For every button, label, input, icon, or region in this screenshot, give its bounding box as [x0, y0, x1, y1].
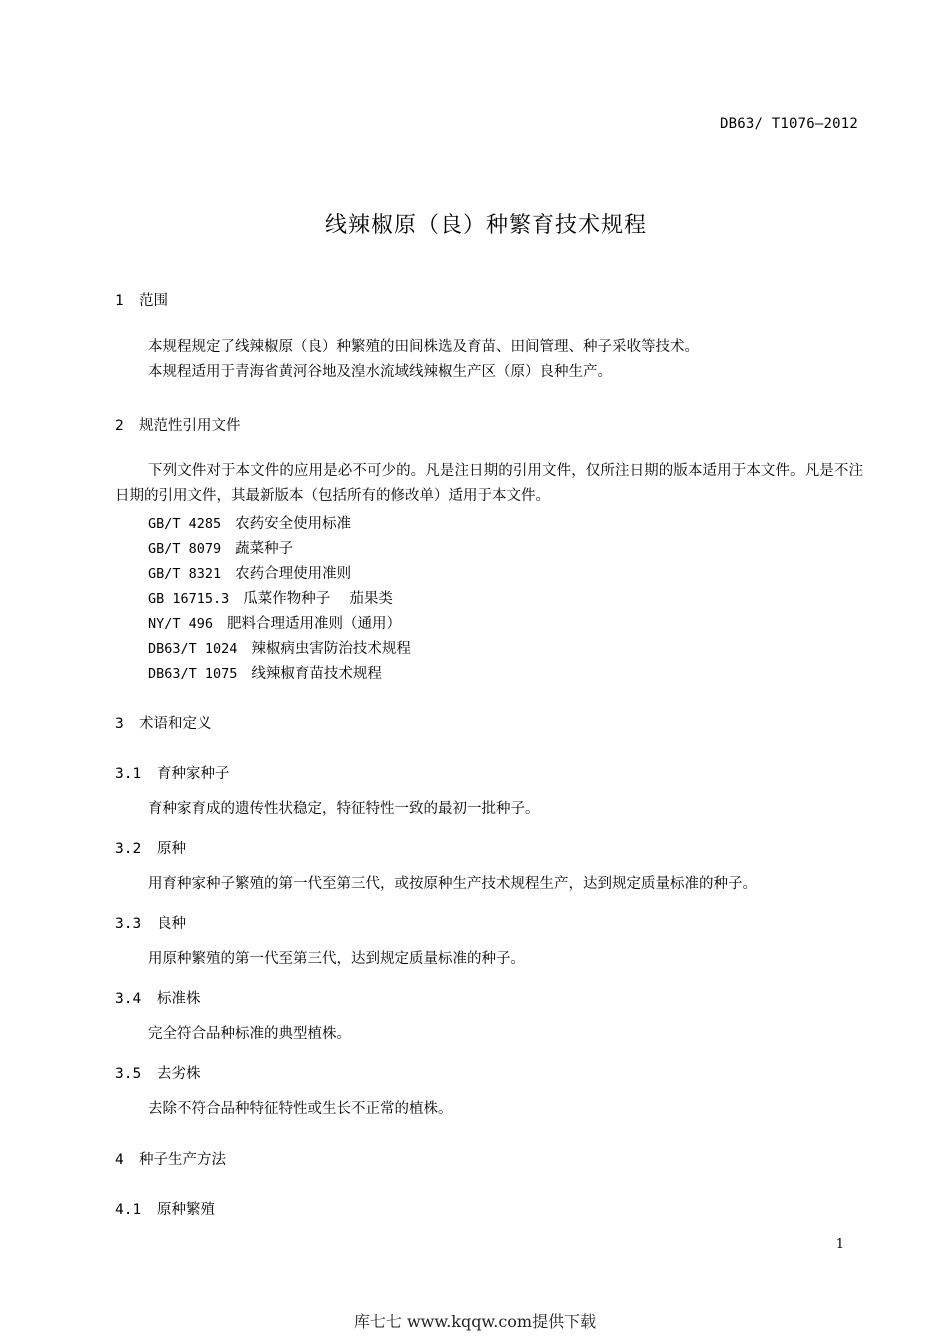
scope-paragraph-2: 本规程适用于青海省黄河谷地及湟水流域线辣椒生产区（原）良种生产。 [148, 364, 612, 380]
term-heading [115, 1062, 201, 1083]
reference-title: 线辣椒育苗技术规程 [251, 666, 382, 682]
section-2-heading [115, 414, 241, 435]
term-definition: 去除不符合品种特征特性或生长不正常的植株。 [148, 1101, 453, 1117]
term-definition: 用原种繁殖的第一代至第三代，达到规定质量标准的种子。 [148, 951, 525, 967]
scope-paragraph-1: 本规程规定了线辣椒原（良）种繁殖的田间株选及育苗、田间管理、种子采收等技术。 [148, 339, 699, 355]
reference-item [148, 537, 293, 558]
subsection-title: 原种繁殖 [157, 1202, 215, 1218]
reference-code: DB63/T 1075 [148, 666, 238, 682]
reference-item [148, 562, 351, 583]
term-heading [115, 762, 230, 783]
references-intro: 下列文件对于本文件的应用是必不可少的。凡是注日期的引用文件，仅所注日期的版本适用于本文件。凡是不注日期的引用文件，其最新版本（包括所有的修改单）适用于本文件。 [115, 463, 863, 504]
section-number: 3 [115, 716, 124, 732]
term-title: 良种 [157, 916, 186, 932]
subsection-number: 4.1 [115, 1202, 142, 1218]
reference-code: NY/T 496 [148, 616, 214, 632]
reference-title: 农药安全使用标准 [235, 516, 352, 532]
section-title: 术语和定义 [139, 716, 212, 732]
term-title: 育种家种子 [157, 766, 230, 782]
reference-item [148, 637, 411, 658]
reference-code: GB/T 8321 [148, 566, 222, 582]
reference-title: 辣椒病虫害防治技术规程 [251, 641, 411, 657]
term-number: 3.1 [115, 766, 142, 782]
section-number: 2 [115, 418, 124, 434]
reference-title: 蔬菜种子 [235, 541, 294, 557]
term-number: 3.4 [115, 991, 142, 1007]
term-heading [115, 912, 186, 933]
reference-title: 农药合理使用准则 [235, 566, 352, 582]
reference-title: 肥料合理适用准则（通用） [227, 616, 402, 632]
reference-item [148, 612, 401, 633]
section-title: 范围 [139, 293, 168, 309]
reference-code: GB 16715.3 [148, 591, 230, 607]
term-heading [115, 987, 201, 1008]
section-title: 规范性引用文件 [139, 418, 241, 434]
section-number: 1 [115, 293, 124, 309]
standard-code: DB63/ T1076—2012 [719, 116, 858, 132]
download-source-footer: 库七七 www.kqqw.com提供下载 [353, 1312, 597, 1331]
section-1-heading [115, 289, 168, 310]
page-number: 1 [835, 1237, 844, 1252]
reference-code: GB/T 4285 [148, 516, 222, 532]
section-3-heading [115, 712, 212, 733]
reference-item [148, 662, 382, 683]
term-definition: 用育种家种子繁殖的第一代至第三代，或按原种生产技术规程生产，达到规定质量标准的种子。 [148, 876, 757, 892]
term-title: 标准株 [157, 991, 201, 1007]
reference-title: 瓜菜作物种子 茄果类 [243, 591, 393, 607]
document-title: 线辣椒原（良）种繁育技术规程 [324, 213, 647, 238]
term-definition: 育种家育成的遗传性状稳定，特征特性一致的最初一批种子。 [148, 801, 540, 817]
term-number: 3.3 [115, 916, 142, 932]
reference-item [148, 512, 351, 533]
term-number: 3.5 [115, 1066, 142, 1082]
section-number: 4 [115, 1152, 124, 1168]
term-heading [115, 837, 186, 858]
section-title: 种子生产方法 [139, 1152, 226, 1168]
term-number: 3.2 [115, 841, 142, 857]
reference-code: DB63/T 1024 [148, 641, 238, 657]
section-4-heading [115, 1148, 226, 1169]
term-title: 原种 [157, 841, 186, 857]
subsection-heading [115, 1198, 215, 1219]
reference-item [148, 587, 393, 608]
reference-code: GB/T 8079 [148, 541, 222, 557]
term-definition: 完全符合品种标准的典型植株。 [148, 1026, 351, 1042]
term-title: 去劣株 [157, 1066, 201, 1082]
